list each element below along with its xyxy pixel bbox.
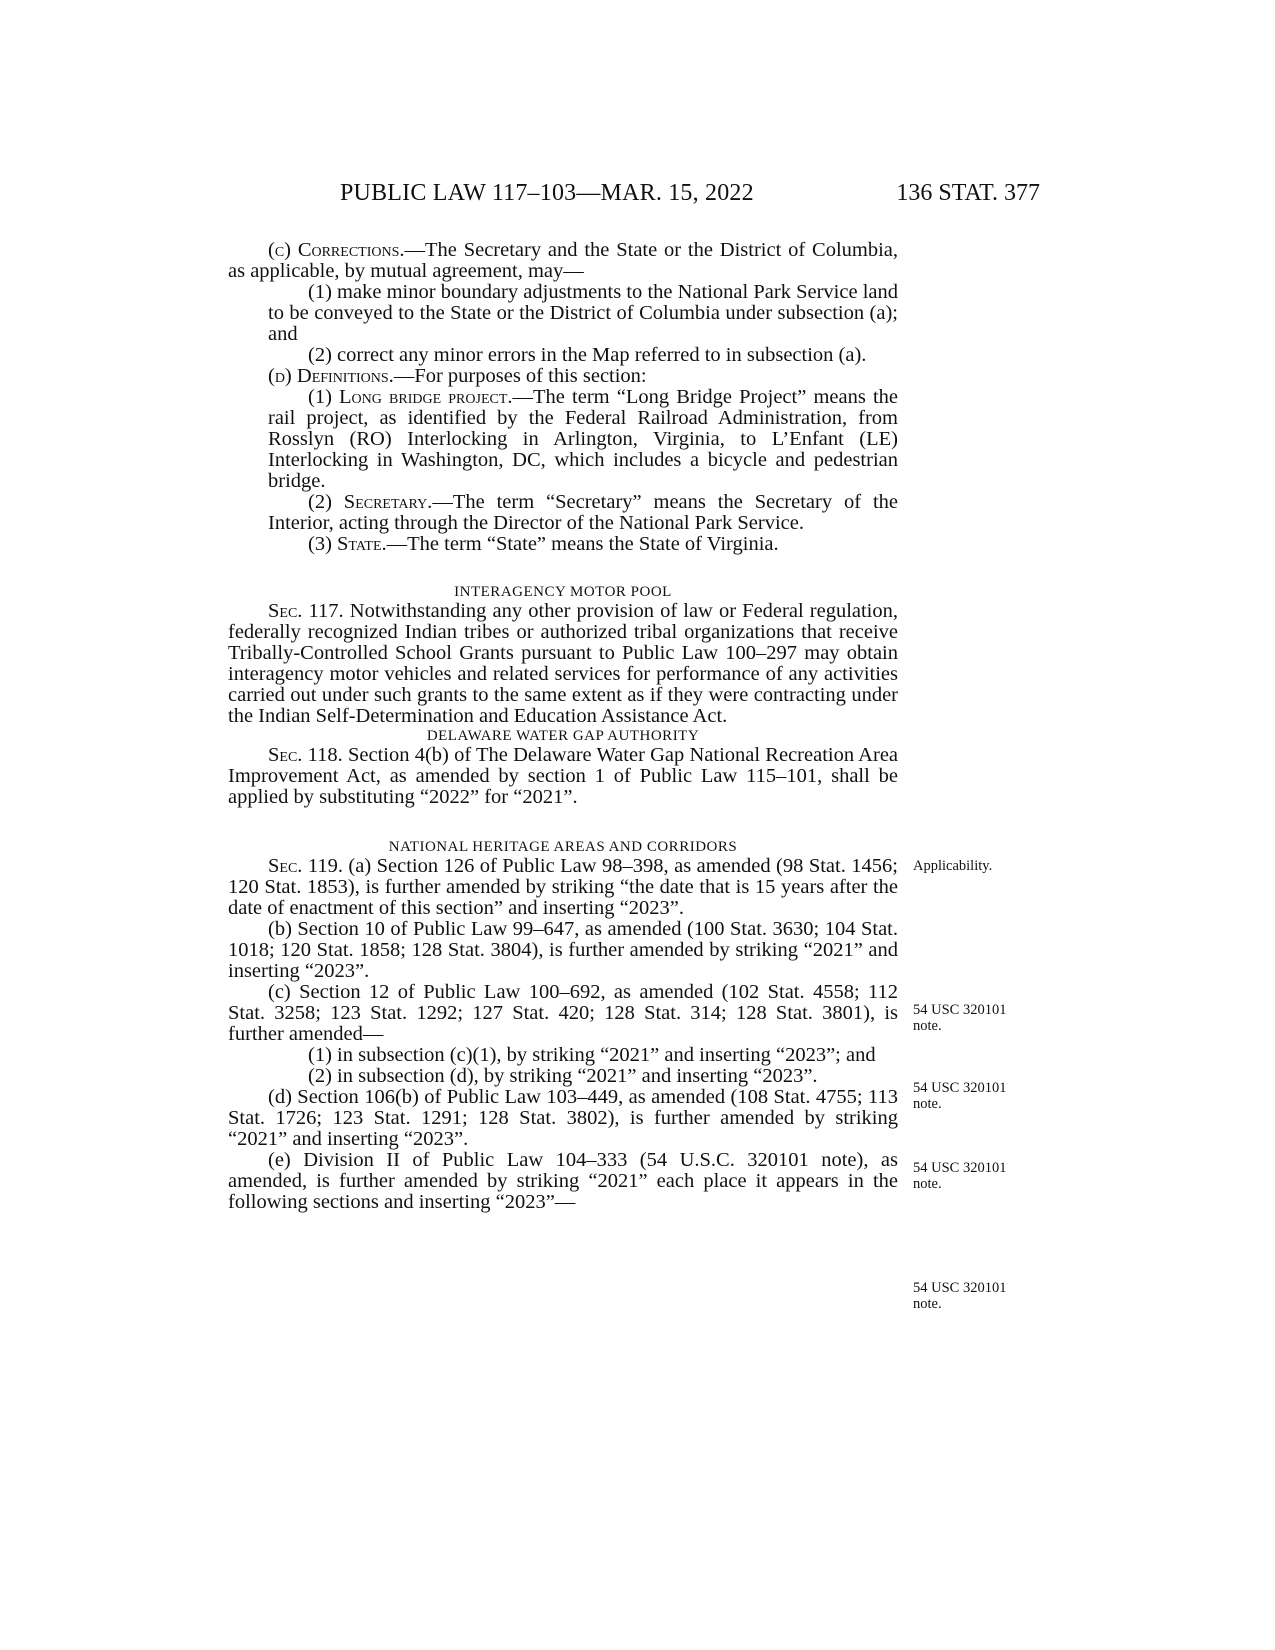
paragraph-d2 [228,492,898,534]
section-text: (a) Section 126 of Public Law 98–398, as amended (98 Stat. 1456; 120 Stat. 1853), is further amended by striking “the date that is 15 years after the date of enactment of this section” and inserting “2023”. [228,855,898,919]
margin-note-119d: 54 USC 320101 note. [913,1280,1007,1312]
paragraph-c1: (1) make minor boundary adjustments to the National Park Service land to be conveyed to the State or the District of Columbia under subsection (a); and [268,281,898,345]
section-label: Sec. 117. [268,600,344,622]
heading-delaware: DELAWARE WATER GAP AUTHORITY [426,728,700,744]
subsection-text: —For purposes of this section: [393,365,647,387]
section-119-e: (e) Division II of Public Law 104–333 (54 U.S.C. 320101 note), as amended, is further amended by striking “2021” each place it appears in the following sections and inserting “2023”— [228,1149,898,1213]
margin-note-119c: 54 USC 320101 note. [913,1160,1007,1192]
margin-note-119b: 54 USC 320101 note. [913,1080,1007,1112]
margin-note-119a: 54 USC 320101 note. [913,1002,1007,1034]
running-header [340,180,1040,220]
section-119-c1: (1) in subsection (c)(1), by striking “2021” and inserting “2023”; and [308,1044,876,1066]
paragraph-label: (2) Secretary. [308,491,433,513]
section-117 [228,601,898,727]
subsection-label: (d) Definitions. [268,365,394,387]
subsection-c-corrections [228,240,898,282]
section-118 [228,745,898,808]
paragraph-d3 [228,534,898,555]
heading-heritage: NATIONAL HERITAGE AREAS AND CORRIDORS [388,839,738,855]
law-text-body [228,240,898,1213]
section-119-c: (c) Section 12 of Public Law 100–692, as amended (102 Stat. 4558; 112 Stat. 3258; 123 Stat. 1292; 127 Stat. 420; 128 Stat. 314; 128 Stat. 3801), is further amended— [228,981,898,1045]
paragraph-text: —The term “State” means the State of Virginia. [386,533,779,555]
subsection-label: (c) Corrections. [268,239,405,261]
heading-motor-pool: INTERAGENCY MOTOR POOL [454,584,672,600]
page-number: 136 STAT. 377 [896,180,1040,206]
paragraph-c2: (2) correct any minor errors in the Map referred to in subsection (a). [308,344,867,366]
section-label: Sec. 118. [268,744,343,766]
margin-note-applicability: Applicability. [913,858,993,874]
section-text: Section 4(b) of The Delaware Water Gap National Recreation Area Improvement Act, as amended by section 1 of Public Law 115–101, shall be applied by substituting “2022” for “2021”. [228,744,899,808]
header-title: PUBLIC LAW 117–103—MAR. 15, 2022 [340,180,754,206]
paragraph-d1 [228,387,898,492]
section-119-b: (b) Section 10 of Public Law 99–647, as amended (100 Stat. 3630; 104 Stat. 1018; 120 Stat. 1858; 128 Stat. 3804), is further amended by striking “2021” and inserting “2023”. [228,918,898,982]
paragraph-text: —The term “Secretary” means the Secretary of the Interior, acting through the Director of the National Park Service. [268,491,898,534]
subsection-text: —The Secretary and the State or the District of Columbia, as applicable, by mutual agreement, may— [228,239,898,282]
section-119-a [228,856,898,919]
paragraph-label: (1) Long bridge project. [308,386,513,408]
section-119-d: (d) Section 106(b) of Public Law 103–449, as amended (108 Stat. 4755; 113 Stat. 1726; 123 Stat. 1291; 128 Stat. 3802), is further amended by striking “2021” and inserting “2023”. [228,1086,898,1150]
section-119-c2: (2) in subsection (d), by striking “2021” and inserting “2023”. [308,1065,818,1087]
paragraph-text: —The term “Long Bridge Project” means the rail project, as identified by the Federal Railroad Administration, from Rosslyn (RO) Interlocking in Arlington, Virginia, to L’Enfant (LE) Interlocking in Washington, DC, which includes a bicycle and pedestrian bridge. [268,386,898,492]
subsection-d-definitions [228,366,898,387]
section-label: Sec. 119. [268,855,343,877]
section-text: Notwithstanding any other provision of law or Federal regulation, federally recognized Indian tribes or authorized tribal organizations that receive Tribally-Controlled School Grants pursuant to Public Law 100–297 may obtain interagency motor vehicles and related services for performance of any activities carried out under such grants to the same extent as if they were contracting under the Indian Self-Determination and Education Assistance Act. [228,600,898,727]
paragraph-label: (3) State. [308,533,387,555]
